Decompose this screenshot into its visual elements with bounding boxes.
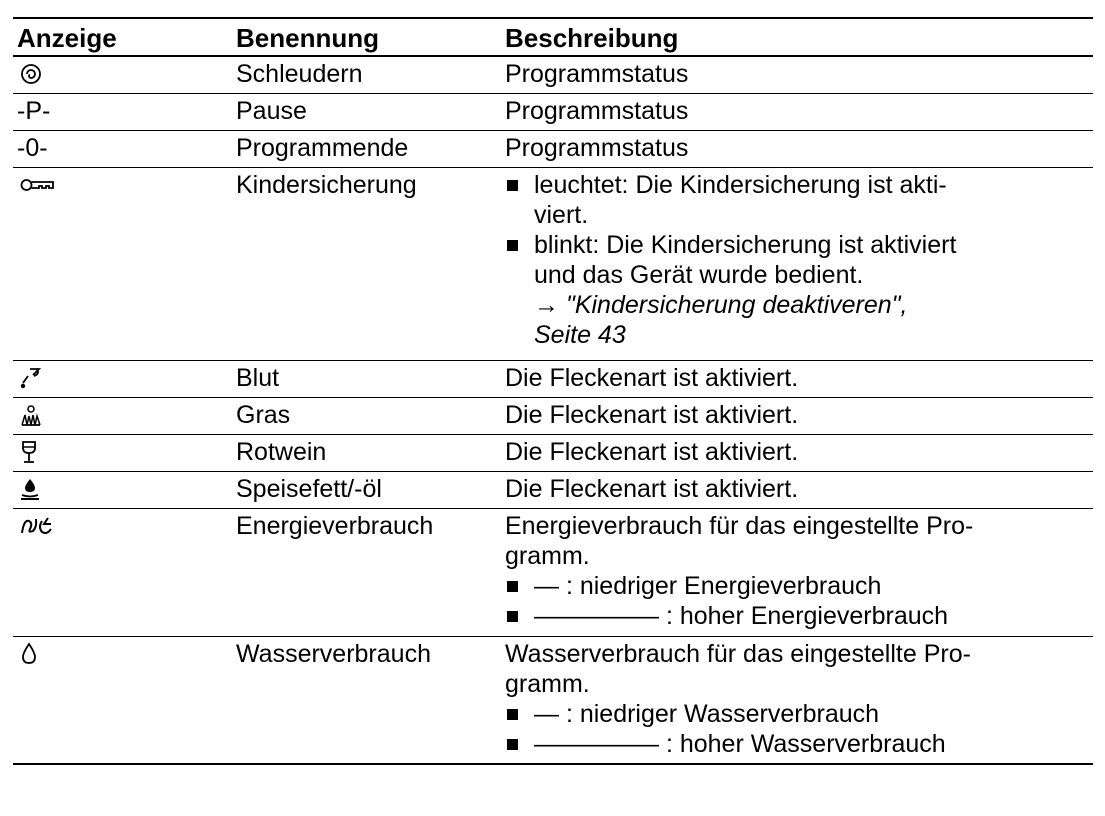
table-row	[13, 509, 1093, 637]
blood-stain-icon	[17, 363, 42, 393]
arrow-right-icon: →	[534, 291, 559, 319]
name-cell: Kindersicherung	[236, 171, 417, 199]
name-cell: Speisefett/-öl	[236, 475, 382, 503]
table-row	[13, 435, 1093, 472]
list-item: — : niedriger Energieverbrauch	[505, 571, 1093, 601]
display-cell	[13, 398, 232, 434]
description-cell: Programmstatus	[505, 60, 689, 88]
cross-reference-link[interactable]	[534, 290, 1093, 320]
name-cell: Energieverbrauch	[236, 512, 434, 540]
description-cell	[501, 168, 1093, 360]
description-line: gramm.	[505, 542, 590, 570]
list-item: leuchtet: Die Kindersicherung ist akti- viert.	[505, 170, 1093, 230]
spin-icon	[17, 59, 42, 89]
description-cell	[501, 509, 1093, 636]
description-cell: Programmstatus	[505, 97, 689, 125]
name-cell: Wasserverbrauch	[236, 640, 431, 668]
display-cell: -P-	[17, 97, 51, 125]
description-cell: Die Fleckenart ist aktiviert.	[505, 401, 799, 429]
description-line: Energieverbrauch für das eingestellte Pro-	[505, 512, 974, 540]
energy-icon	[17, 511, 56, 541]
bullet-list	[505, 571, 1093, 631]
bullet-list	[505, 699, 1093, 759]
header-benennung: Benennung	[236, 23, 379, 53]
display-cell	[13, 168, 232, 360]
description-cell: Die Fleckenart ist aktiviert.	[505, 475, 799, 503]
table-row	[13, 637, 1093, 763]
water-drop-icon	[17, 639, 38, 669]
name-cell: Programmende	[236, 134, 409, 162]
table-row	[13, 472, 1093, 509]
table-row	[13, 131, 1093, 168]
description-cell	[501, 637, 1093, 763]
description-cell: Die Fleckenart ist aktiviert.	[505, 438, 799, 466]
table-header-row	[13, 19, 1093, 57]
name-cell: Blut	[236, 364, 280, 392]
description-cell: Die Fleckenart ist aktiviert.	[505, 364, 799, 392]
display-cell	[13, 509, 232, 636]
table-row	[13, 168, 1093, 361]
display-cell	[13, 472, 232, 508]
header-beschreibung: Beschreibung	[505, 23, 679, 53]
description-cell: Programmstatus	[505, 134, 689, 162]
table-row	[13, 57, 1093, 94]
status-display-table	[13, 17, 1093, 765]
name-cell: Schleudern	[236, 60, 363, 88]
table-row	[13, 398, 1093, 435]
table-row	[13, 94, 1093, 131]
name-cell: Rotwein	[236, 438, 327, 466]
list-item: — : niedriger Wasserverbrauch	[505, 699, 1093, 729]
name-cell: Pause	[236, 97, 307, 125]
display-cell	[13, 435, 232, 471]
name-cell: Gras	[236, 401, 291, 429]
display-cell	[13, 637, 232, 763]
grease-stain-icon	[17, 474, 40, 504]
cross-reference-text: "Kindersicherung deaktiveren",	[565, 291, 908, 319]
list-item: ————— : hoher Energieverbrauch	[505, 601, 1093, 631]
table-row	[13, 361, 1093, 398]
list-item	[505, 230, 1093, 350]
list-item-text: blinkt: Die Kindersicherung ist aktiviert und das Gerät wurde bedient.	[534, 231, 957, 289]
description-line: Wasserverbrauch für das eingestellte Pro-	[505, 640, 971, 668]
display-cell	[13, 361, 232, 397]
key-icon	[17, 170, 56, 200]
header-anzeige: Anzeige	[17, 23, 117, 53]
cross-reference-page[interactable]: Seite 43	[534, 321, 626, 349]
display-cell: -0-	[17, 134, 48, 162]
list-item: ————— : hoher Wasserverbrauch	[505, 729, 1093, 759]
grass-stain-icon	[17, 400, 42, 430]
wine-glass-icon	[17, 437, 38, 467]
bullet-list	[505, 170, 1093, 350]
description-line: gramm.	[505, 670, 590, 698]
display-cell	[13, 57, 232, 93]
